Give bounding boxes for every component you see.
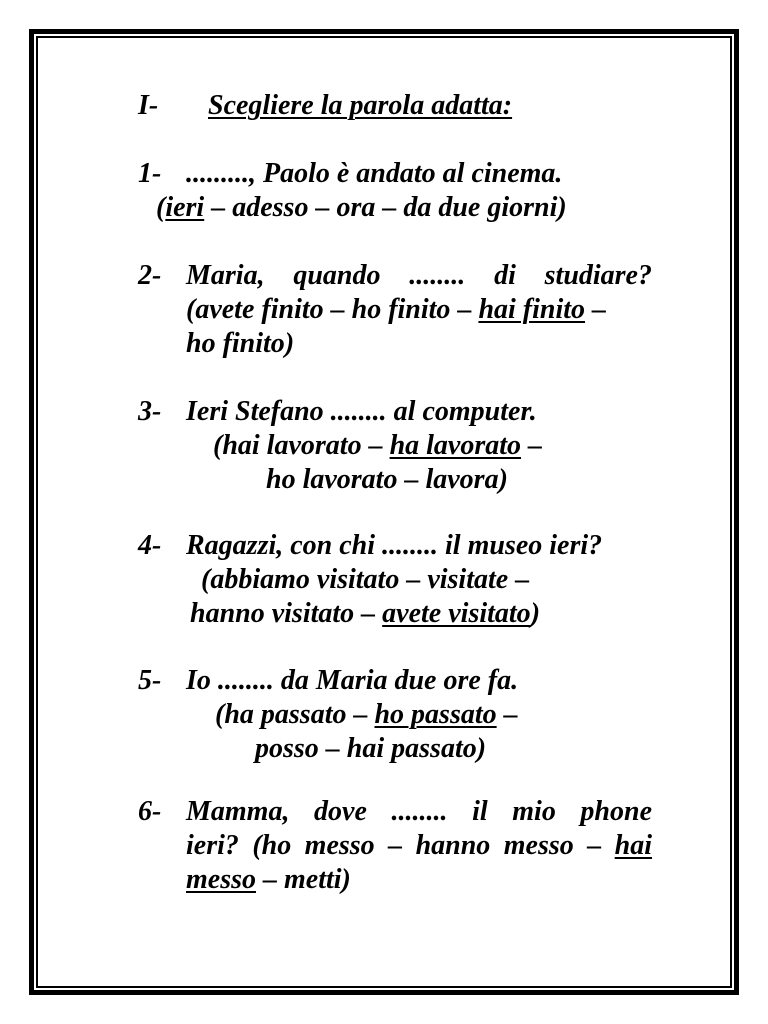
exercise-3-number: 3- xyxy=(138,396,162,427)
exercise-4-option-1: abbiamo visitato xyxy=(210,564,400,595)
exercise-4-question: Ragazzi, con chi ........ il museo ieri? xyxy=(186,530,603,561)
exercise-3-option-4: lavora xyxy=(425,464,499,495)
exercise-2-question: Maria, quando ........ di studiare? xyxy=(186,260,652,291)
exercise-5-option-3: posso xyxy=(255,733,319,764)
exercise-5-options-line-1: (ha passato – ho passato – xyxy=(215,699,518,730)
exercise-6-question-line-1: Mamma, dove ........ il mio phone xyxy=(186,796,652,827)
exercise-5-option-2: ho passato xyxy=(374,699,497,730)
exercise-2-option-3: hai finito xyxy=(478,294,586,325)
exercise-4-option-2: visitate xyxy=(427,564,509,595)
exercise-3-options-line-2: ho lavorato – lavora) xyxy=(266,464,508,495)
exercise-1-option-2: adesso xyxy=(232,192,309,223)
exercise-2-options-line-1: (avete finito – ho finito – hai finito – xyxy=(186,294,607,325)
exercise-6-options-line-1: ieri? (ho messo – hanno messo – hai xyxy=(186,830,653,861)
exercise-6-options-line-2: messo – metti) xyxy=(186,864,351,895)
exercise-5-number: 5- xyxy=(138,665,162,696)
exercise-4-options-line-2: hanno visitato – avete visitato) xyxy=(190,598,541,629)
exercise-4-option-3: hanno visitato xyxy=(190,598,355,629)
exercise-1-options: (ieri – adesso – ora – da due giorni) xyxy=(156,192,567,223)
exercise-3-option-2: ha lavorato xyxy=(389,430,522,461)
exercise-1-question: ........., Paolo è andato al cinema. xyxy=(186,158,563,189)
exercise-5-option-1: ha passato xyxy=(224,699,347,730)
exercise-2-option-1: avete finito xyxy=(195,294,324,325)
exercise-1-option-1: ieri xyxy=(165,192,205,223)
exercise-5-question: Io ........ da Maria due ore fa. xyxy=(186,665,519,696)
exercise-2-option-2: ho finito xyxy=(351,294,451,325)
exercise-1-number: 1- xyxy=(138,158,162,189)
section-number: I- xyxy=(138,90,159,121)
exercise-4-number: 4- xyxy=(138,530,162,561)
exercise-1-option-3: ora xyxy=(336,192,376,223)
exercise-5-options-line-2: posso – hai passato) xyxy=(255,733,487,764)
exercise-4-option-4: avete visitato xyxy=(382,598,531,629)
exercise-2-option-4: ho finito xyxy=(186,328,285,359)
exercise-2-number: 2- xyxy=(138,260,162,291)
section-title: Scegliere la parola adatta: xyxy=(208,90,513,121)
exercise-2-options-line-2: ho finito) xyxy=(186,328,295,359)
exercise-6-option-1: ho messo xyxy=(261,830,375,861)
exercise-6-number: 6- xyxy=(138,796,162,827)
exercise-4-options-line-1: (abbiamo visitato – visitate – xyxy=(201,564,530,595)
exercise-3-option-1: hai lavorato xyxy=(222,430,362,461)
exercise-3-options-line-1: (hai lavorato – ha lavorato – xyxy=(213,430,543,461)
exercise-1-option-4: da due giorni xyxy=(403,192,558,223)
exercise-6-option-2: hanno messo xyxy=(415,830,574,861)
exercise-6-option-4: metti xyxy=(284,864,342,895)
exercise-3-option-3: ho lavorato xyxy=(266,464,398,495)
exercise-5-option-4: hai passato xyxy=(346,733,477,764)
exercise-3-question: Ieri Stefano ........ al computer. xyxy=(186,396,537,427)
